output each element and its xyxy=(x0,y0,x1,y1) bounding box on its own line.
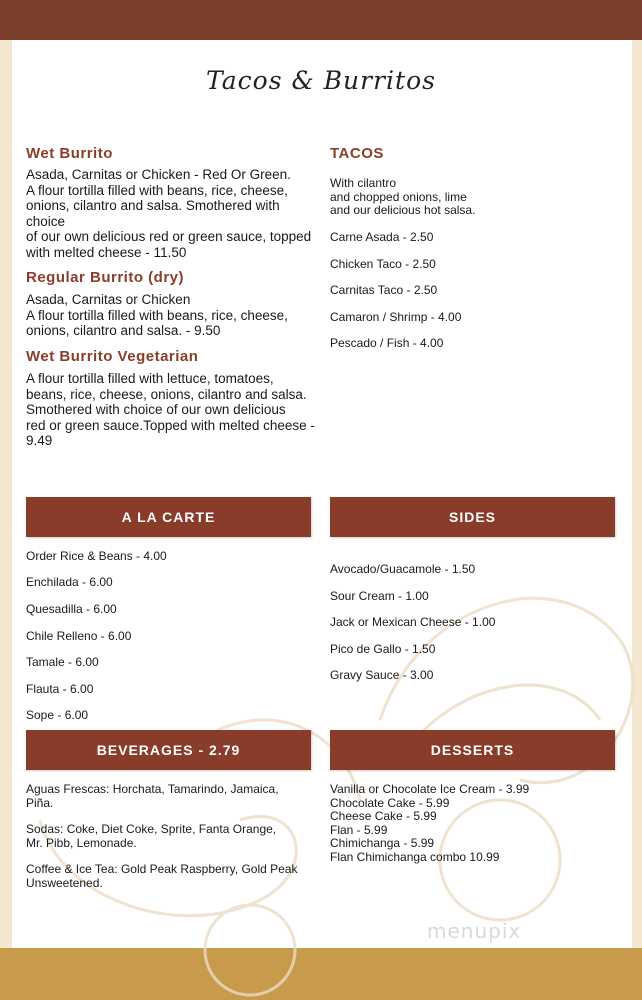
a-la-carte-banner: A LA CARTE xyxy=(26,497,311,537)
dessert-item: Flan - 5.99 xyxy=(330,822,388,837)
side-item: Avocado/Guacamole - 1.50 xyxy=(330,562,476,576)
a-la-carte-item: Flauta - 6.00 xyxy=(26,682,94,696)
beverage-item: Coffee & Ice Tea: Gold Peak Raspberry, Gold Peak Unsweetened. xyxy=(26,862,298,890)
desserts-banner: DESSERTS xyxy=(330,730,615,770)
sides-banner: SIDES xyxy=(330,497,615,537)
description-line: with melted cheese - 11.50 xyxy=(26,244,187,260)
watermark: menupix xyxy=(427,919,522,943)
a-la-carte-item: Order Rice & Beans - 4.00 xyxy=(26,549,167,563)
regular-burrito-description xyxy=(26,292,288,339)
side-item: Pico de Gallo - 1.50 xyxy=(330,642,436,656)
description-line: and chopped onions, lime xyxy=(330,189,467,204)
left-border xyxy=(0,40,12,948)
side-item: Jack or Mexican Cheese - 1.00 xyxy=(330,615,496,629)
description-line: beans, rice, cheese, onions, cilantro and salsa. xyxy=(26,386,307,402)
description-line: of our own delicious red or green sauce, topped xyxy=(26,229,312,244)
taco-item: Chicken Taco - 2.50 xyxy=(330,257,436,271)
tacos-heading: TACOS xyxy=(330,145,384,162)
taco-item: Pescado / Fish - 4.00 xyxy=(330,336,444,350)
description-line: Smothered with choice of our own delicious xyxy=(26,402,286,417)
beverage-item: Sodas: Coke, Diet Coke, Sprite, Fanta Orange, Mr. Pibb, Lemonade. xyxy=(26,822,277,850)
page-title: Tacos & Burritos xyxy=(206,66,436,95)
a-la-carte-item: Quesadilla - 6.00 xyxy=(26,602,117,616)
description-line: 9.49 xyxy=(26,433,53,448)
side-item: Gravy Sauce - 3.00 xyxy=(330,668,434,682)
dessert-item: Vanilla or Chocolate Ice Cream - 3.99 xyxy=(330,782,530,796)
a-la-carte-item: Sope - 6.00 xyxy=(26,708,89,722)
top-band xyxy=(0,0,642,40)
description-line: A flour tortilla filled with beans, rice, cheese, xyxy=(26,182,288,198)
dessert-item: Chocolate Cake - 5.99 xyxy=(330,795,450,810)
a-la-carte-item: Chile Relleno - 6.00 xyxy=(26,629,132,643)
description-line: and our delicious hot salsa. xyxy=(330,203,476,217)
desserts-list xyxy=(330,783,529,864)
description-line: onions, cilantro and salsa. Smothered with xyxy=(26,198,280,213)
wet-burrito-description xyxy=(26,167,311,260)
bottom-band xyxy=(0,948,642,1000)
description-line: Asada, Carnitas or Chicken - Red Or Green. xyxy=(26,167,291,182)
wet-burrito-vegetarian-description xyxy=(26,371,315,449)
description-line: choice xyxy=(26,213,66,229)
a-la-carte-item: Tamale - 6.00 xyxy=(26,655,99,669)
description-line: Asada, Carnitas or Chicken xyxy=(26,292,191,307)
regular-burrito-heading: Regular Burrito (dry) xyxy=(26,269,185,286)
dessert-item: Cheese Cake - 5.99 xyxy=(330,809,437,823)
taco-item: Camaron / Shrimp - 4.00 xyxy=(330,310,462,324)
taco-item: Carne Asada - 2.50 xyxy=(330,230,434,244)
wet-burrito-vegetarian-heading: Wet Burrito Vegetarian xyxy=(26,348,199,365)
description-line: A flour tortilla filled with beans, rice, cheese, xyxy=(26,307,288,323)
beverage-item: Aguas Frescas: Horchata, Tamarindo, Jamaica, Piña. xyxy=(26,782,279,810)
right-border xyxy=(632,40,642,948)
beverages-banner: BEVERAGES - 2.79 xyxy=(26,730,311,770)
tacos-description xyxy=(330,177,475,218)
wet-burrito-heading: Wet Burrito xyxy=(26,145,113,162)
taco-item: Carnitas Taco - 2.50 xyxy=(330,283,438,297)
description-line: With cilantro xyxy=(330,176,397,190)
side-item: Sour Cream - 1.00 xyxy=(330,589,429,603)
a-la-carte-item: Enchilada - 6.00 xyxy=(26,575,113,589)
description-line: A flour tortilla filled with lettuce, tomatoes, xyxy=(26,371,274,386)
dessert-item: Flan Chimichanga combo 10.99 xyxy=(330,849,500,864)
description-line: onions, cilantro and salsa. - 9.50 xyxy=(26,323,221,338)
description-line: red or green sauce.Topped with melted cheese - xyxy=(26,417,315,433)
dessert-item: Chimichanga - 5.99 xyxy=(330,836,435,850)
